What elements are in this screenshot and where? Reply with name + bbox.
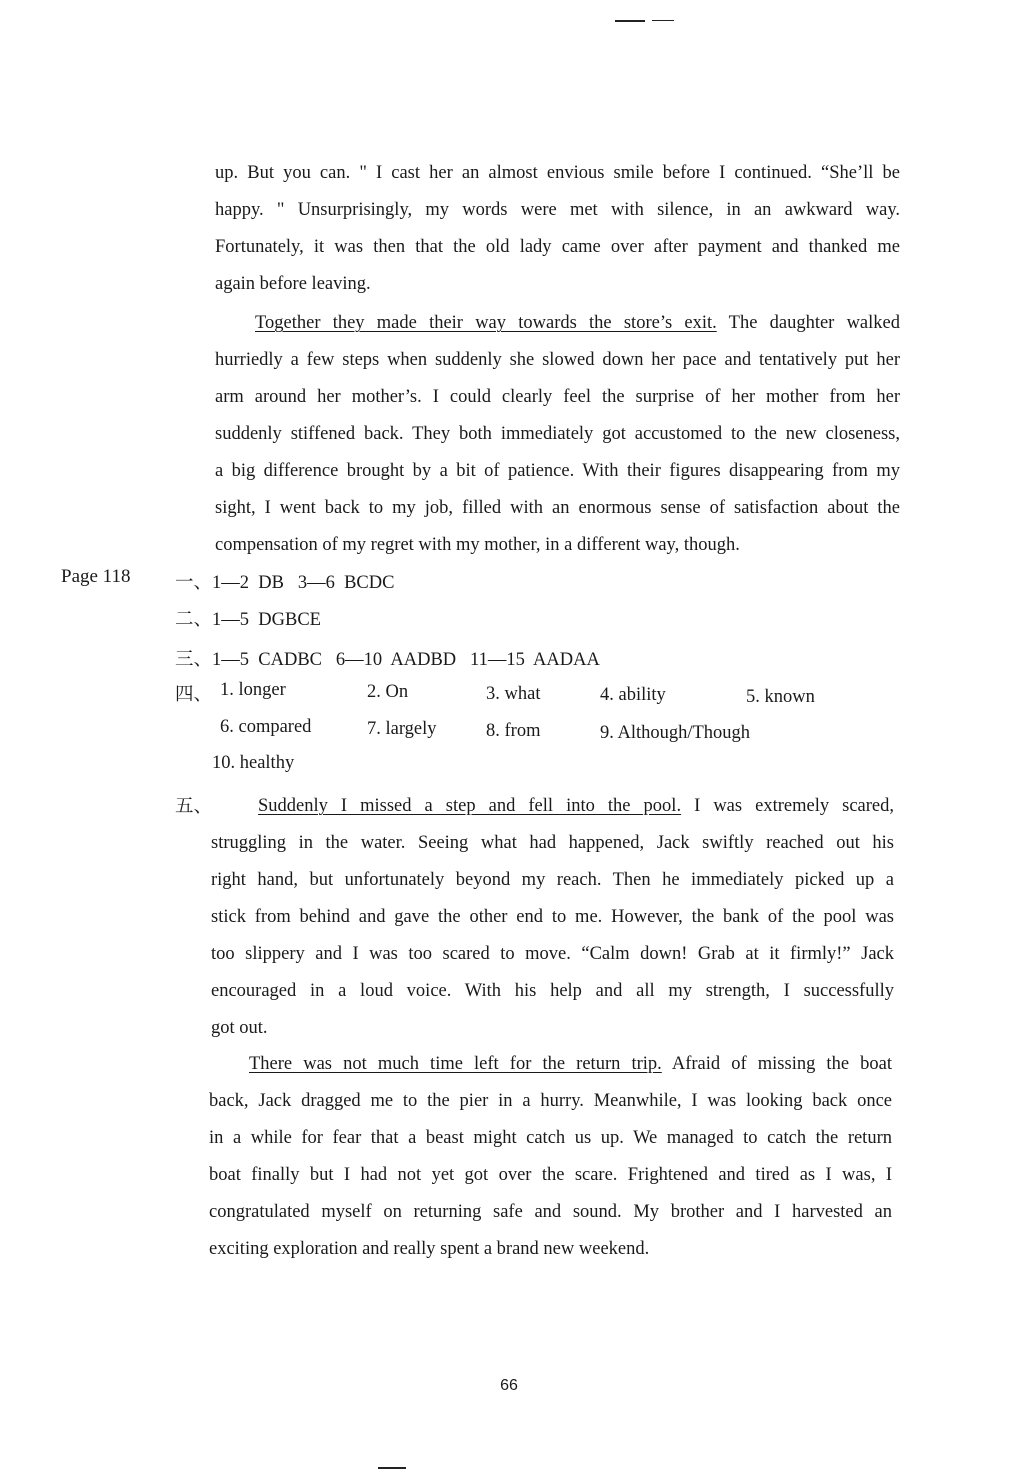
answer-item: 4. ability [600, 685, 666, 705]
text-line [211, 788, 894, 825]
answer-item: 5. known [746, 687, 815, 707]
answer-row-2 [175, 605, 321, 631]
text-segment: I was extremely scared, [681, 796, 895, 816]
answer-item: 8. from [486, 721, 541, 741]
top-mark-2 [652, 20, 674, 21]
answer-row-3 [175, 645, 600, 671]
text-line: struggling in the water. Seeing what had happened, Jack swiftly reached out his [211, 833, 894, 853]
text-line [215, 305, 900, 342]
text-line: stick from behind and gave the other end to me. However, the bank of the pool was [211, 907, 894, 927]
answer-item: 1. longer [220, 680, 286, 700]
text-line: sight, I went back to my job, filled with an enormous sense of satisfaction about the [215, 498, 900, 518]
page-label: Page 118 [61, 566, 131, 587]
answer-item: 9. Although/Though [600, 723, 751, 743]
answer-text: 1—2 DB 3—6 BCDC [212, 573, 395, 593]
paragraph-1 [215, 155, 900, 303]
answer-item: 6. compared [220, 717, 312, 737]
underlined-sentence: Together they made their way towards the store’s exit. [255, 313, 717, 333]
text-line: congratulated myself on returning safe and sound. My brother and I harvested an [209, 1202, 892, 1222]
text-segment: Afraid of missing the boat [661, 1054, 892, 1074]
bottom-mark [378, 1467, 406, 1469]
text-line: up. But you can. " I cast her an almost envious smile before I continued. “She’ll be [215, 163, 900, 183]
answer-text: 1—5 DGBCE [212, 610, 321, 630]
text-line: a big difference brought by a bit of patience. With their figures disappearing from my [215, 461, 900, 481]
text-line: exciting exploration and really spent a brand new weekend. [209, 1239, 650, 1259]
text-segment: The daughter walked [716, 313, 900, 333]
paragraph-3 [211, 788, 894, 1047]
text-line: boat finally but I had not yet got over the scare. Frightened and tired as I was, I [209, 1165, 892, 1185]
section-number: 一、 [175, 573, 213, 593]
answer-item: 2. On [367, 682, 409, 702]
text-line: back, Jack dragged me to the pier in a hurry. Meanwhile, I was looking back once [209, 1091, 892, 1111]
paragraph-2 [215, 305, 900, 564]
text-line: right hand, but unfortunately beyond my reach. Then he immediately picked up a [211, 870, 894, 890]
underlined-sentence: There was not much time left for the return trip. [249, 1054, 662, 1074]
text-line: Fortunately, it was then that the old lady came over after payment and thanked me [215, 237, 900, 257]
text-line: compensation of my regret with my mother, in a different way, though. [215, 535, 740, 555]
text-line: again before leaving. [215, 274, 371, 294]
text-line: happy. " Unsurprisingly, my words were met with silence, in an awkward way. [215, 200, 900, 220]
text-line [209, 1046, 892, 1083]
section-number: 二、 [175, 610, 213, 630]
text-line: too slippery and I was too scared to move. “Calm down! Grab at it firmly!” Jack [211, 944, 894, 964]
text-line: encouraged in a loud voice. With his help and all my strength, I successfully [211, 981, 894, 1001]
section-number: 三、 [175, 650, 213, 670]
text-line: hurriedly a few steps when suddenly she slowed down her pace and tentatively put her [215, 350, 900, 370]
underlined-sentence: Suddenly I missed a step and fell into the pool. [258, 796, 682, 816]
text-line: arm around her mother’s. I could clearly feel the surprise of her mother from her [215, 387, 900, 407]
answer-item: 3. what [486, 684, 541, 704]
paragraph-4 [209, 1046, 892, 1268]
section-5-number: 五、 [175, 797, 213, 817]
text-line: suddenly stiffened back. They both immediately got accustomed to the new closeness, [215, 424, 900, 444]
section-4-number: 四、 [175, 685, 213, 705]
text-line: got out. [211, 1018, 268, 1038]
text-line: in a while for fear that a beast might catch us up. We managed to catch the return [209, 1128, 892, 1148]
page-number: 66 [500, 1377, 518, 1394]
top-mark [615, 20, 645, 22]
answer-row-1 [175, 568, 394, 594]
answer-item: 7. largely [367, 719, 437, 739]
answer-text: 1—5 CADBC 6—10 AADBD 11—15 AADAA [212, 650, 600, 670]
answer-item: 10. healthy [212, 753, 295, 773]
